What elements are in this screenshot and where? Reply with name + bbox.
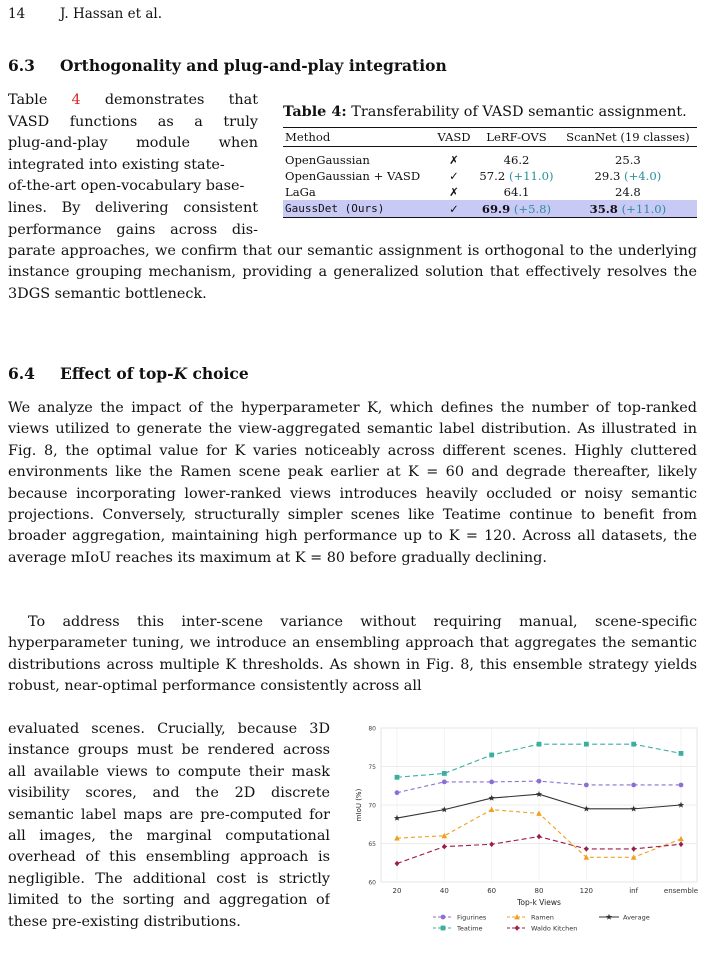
text-line: of-the-art open-vocabulary base-: [8, 178, 245, 195]
data-point-figurines: [679, 783, 684, 788]
y-tick-label: 65: [368, 841, 376, 848]
data-point-teatime: [631, 742, 636, 747]
table-4-caption: [283, 102, 697, 122]
data-point-teatime: [679, 751, 684, 756]
value: 57.2: [479, 169, 506, 183]
text-line: lines. By delivering consistent: [8, 199, 258, 216]
x-tick-label: 80: [534, 887, 544, 895]
y-tick-label: 75: [368, 764, 376, 771]
x-axis-label: Top-k Views: [517, 898, 561, 907]
y-axis-label: mIoU (%): [355, 788, 363, 822]
cell-method: LaGa: [285, 185, 316, 199]
cell-scannet: [559, 168, 697, 184]
cell-lerf: 64.1: [503, 185, 530, 199]
data-point-teatime: [395, 775, 400, 780]
legend-marker-average: [606, 914, 612, 920]
x-tick-label: 20: [392, 887, 402, 895]
delta-value: (+4.0): [624, 169, 662, 183]
data-point-teatime: [442, 771, 447, 776]
table-row-highlighted: [283, 200, 697, 218]
data-point-figurines: [537, 779, 542, 784]
column-header: Method: [285, 130, 331, 144]
x-tick-label: 40: [439, 887, 449, 895]
section-6-3-wrapped-text: [8, 90, 268, 241]
section-title-suffix: choice: [187, 364, 249, 383]
header-authors: J. Hassan et al.: [60, 6, 163, 22]
x-tick-label: inf: [629, 887, 639, 895]
legend-marker-figurines: [441, 915, 446, 920]
legend-marker-waldo-kitchen: [515, 925, 520, 931]
cell-vasd: ✓: [434, 200, 474, 218]
cell-scannet: 25.3: [614, 153, 641, 167]
x-tick-label: 60: [487, 887, 497, 895]
table-row: [283, 184, 697, 200]
cell-scannet: 24.8: [614, 185, 641, 199]
cell-vasd: ✓: [449, 169, 459, 183]
column-header: VASD: [437, 130, 471, 144]
section-6-4-paragraph-1: We analyze the impact of the hyperparameter K, which defines the number of top-ranked views utilized to generate the view-aggregated semantic label distribution. As illustrated in Fig. 8, the optimal value for K varies noticeably across different scenes. Highly cluttered environments like the Ramen scene peak earlier at K = 60 and degrade thereafter, likely because incorporating lower-ranked views introduces heavily occluded or noisy semantic projections. Conversely, structurally simpler scenes like Teatime continue to benefit from broader aggregation, maintaining high performance up to K = 120. Across all datasets, the average mIoU reaches its maximum at K = 80 before gradually declining.: [8, 400, 697, 566]
legend-label-waldo-kitchen: Waldo Kitchen: [531, 924, 578, 933]
text-line: VASD functions as a truly: [8, 113, 258, 130]
legend-label-figurines: Figurines: [457, 913, 487, 922]
section-number: 6.4: [8, 364, 35, 383]
section-number: 6.3: [8, 56, 35, 75]
section-title: Effect of top-: [60, 364, 174, 383]
text-line: [8, 90, 258, 112]
table-reference-link[interactable]: 4: [71, 92, 81, 108]
topk-line-chart: [345, 722, 705, 937]
legend-marker-teatime: [441, 926, 446, 931]
section-6-4-paragraph-2: To address this inter-scene variance without requiring manual, scene-specific hyperparameter tuning, we introduce an ensembling approach that aggregates the semantic distributions across multiple K thresholds. As shown in Fig. 8, this ensemble strategy yields robust, near-optimal performance consistently across all: [8, 614, 697, 695]
cell-vasd: ✗: [449, 153, 459, 167]
delta-value: (+5.8): [513, 201, 552, 216]
table-header-row: [283, 128, 697, 147]
inline-text: demonstrates that: [80, 92, 258, 108]
data-point-teatime: [489, 753, 494, 758]
cell-method: OpenGaussian + VASD: [285, 169, 421, 183]
y-tick-label: 70: [368, 802, 376, 810]
column-header: LeRF-OVS: [486, 130, 547, 144]
section-title: Orthogonality and plug-and-play integration: [60, 56, 447, 75]
table-row: [283, 147, 697, 169]
data-point-figurines: [395, 790, 400, 795]
section-heading-6-4: [8, 364, 249, 383]
value: 69.9: [481, 201, 511, 216]
x-tick-label: 120: [579, 887, 594, 895]
y-tick-label: 80: [368, 725, 376, 733]
x-tick-label: ensemble: [663, 887, 699, 895]
data-point-figurines: [584, 783, 589, 788]
cell-scannet: [559, 200, 697, 218]
delta-value: (+11.0): [621, 201, 667, 216]
data-point-teatime: [537, 742, 542, 747]
legend-label-ramen: Ramen: [531, 913, 554, 922]
inline-text: Table: [8, 92, 72, 108]
running-header: [8, 6, 162, 22]
cell-lerf: [474, 168, 559, 184]
data-point-figurines: [631, 783, 636, 788]
table-label: Table 4:: [283, 103, 347, 120]
table-4-block: [283, 102, 697, 218]
table-row: [283, 168, 697, 184]
text-line: integrated into existing state-: [8, 156, 225, 173]
data-point-teatime: [584, 742, 589, 747]
data-point-figurines: [442, 780, 447, 785]
table-caption-text: Transferability of VASD semantic assignment.: [351, 104, 687, 120]
text-line: plug-and-play module when: [8, 135, 258, 152]
cell-method: OpenGaussian: [285, 153, 370, 167]
legend-label-teatime: Teatime: [457, 924, 483, 933]
cell-vasd: ✗: [449, 185, 459, 199]
method-name: GaussDet (Ours): [285, 202, 385, 215]
y-tick-label: 60: [368, 879, 376, 887]
text-line: performance gains across dis-: [8, 221, 258, 238]
legend-label-average: Average: [623, 913, 650, 922]
cell-lerf: 46.2: [503, 153, 530, 167]
data-point-figurines: [489, 780, 494, 785]
value: 29.3: [594, 169, 621, 183]
table-4: [283, 127, 697, 218]
value: 35.8: [589, 201, 618, 216]
section-6-3-paragraph: parate approaches, we confirm that our semantic assignment is orthogonal to the underlying instance grouping mechanism, providing a generalized solution that effectively resolves the 3DGS semantic bottleneck.: [8, 243, 697, 302]
delta-value: (+11.0): [508, 169, 554, 183]
cell-lerf: [474, 200, 559, 218]
section-heading-6-3: [8, 56, 447, 75]
page-number: 14: [8, 6, 26, 22]
section-6-4-paragraph-3: evaluated scenes. Crucially, because 3D instance groups must be rendered across all available views to compute their mask visibility scores, and the 2D discrete semantic label maps are pre-computed for all images, the marginal computational overhead of this ensembling approach is negligible. The additional cost is strictly limited to the sorting and aggregation of these pre-existing distributions.: [8, 721, 330, 930]
column-header: ScanNet (19 classes): [566, 130, 690, 144]
cell-method: [283, 200, 434, 218]
section-title-variable: K: [173, 364, 188, 383]
